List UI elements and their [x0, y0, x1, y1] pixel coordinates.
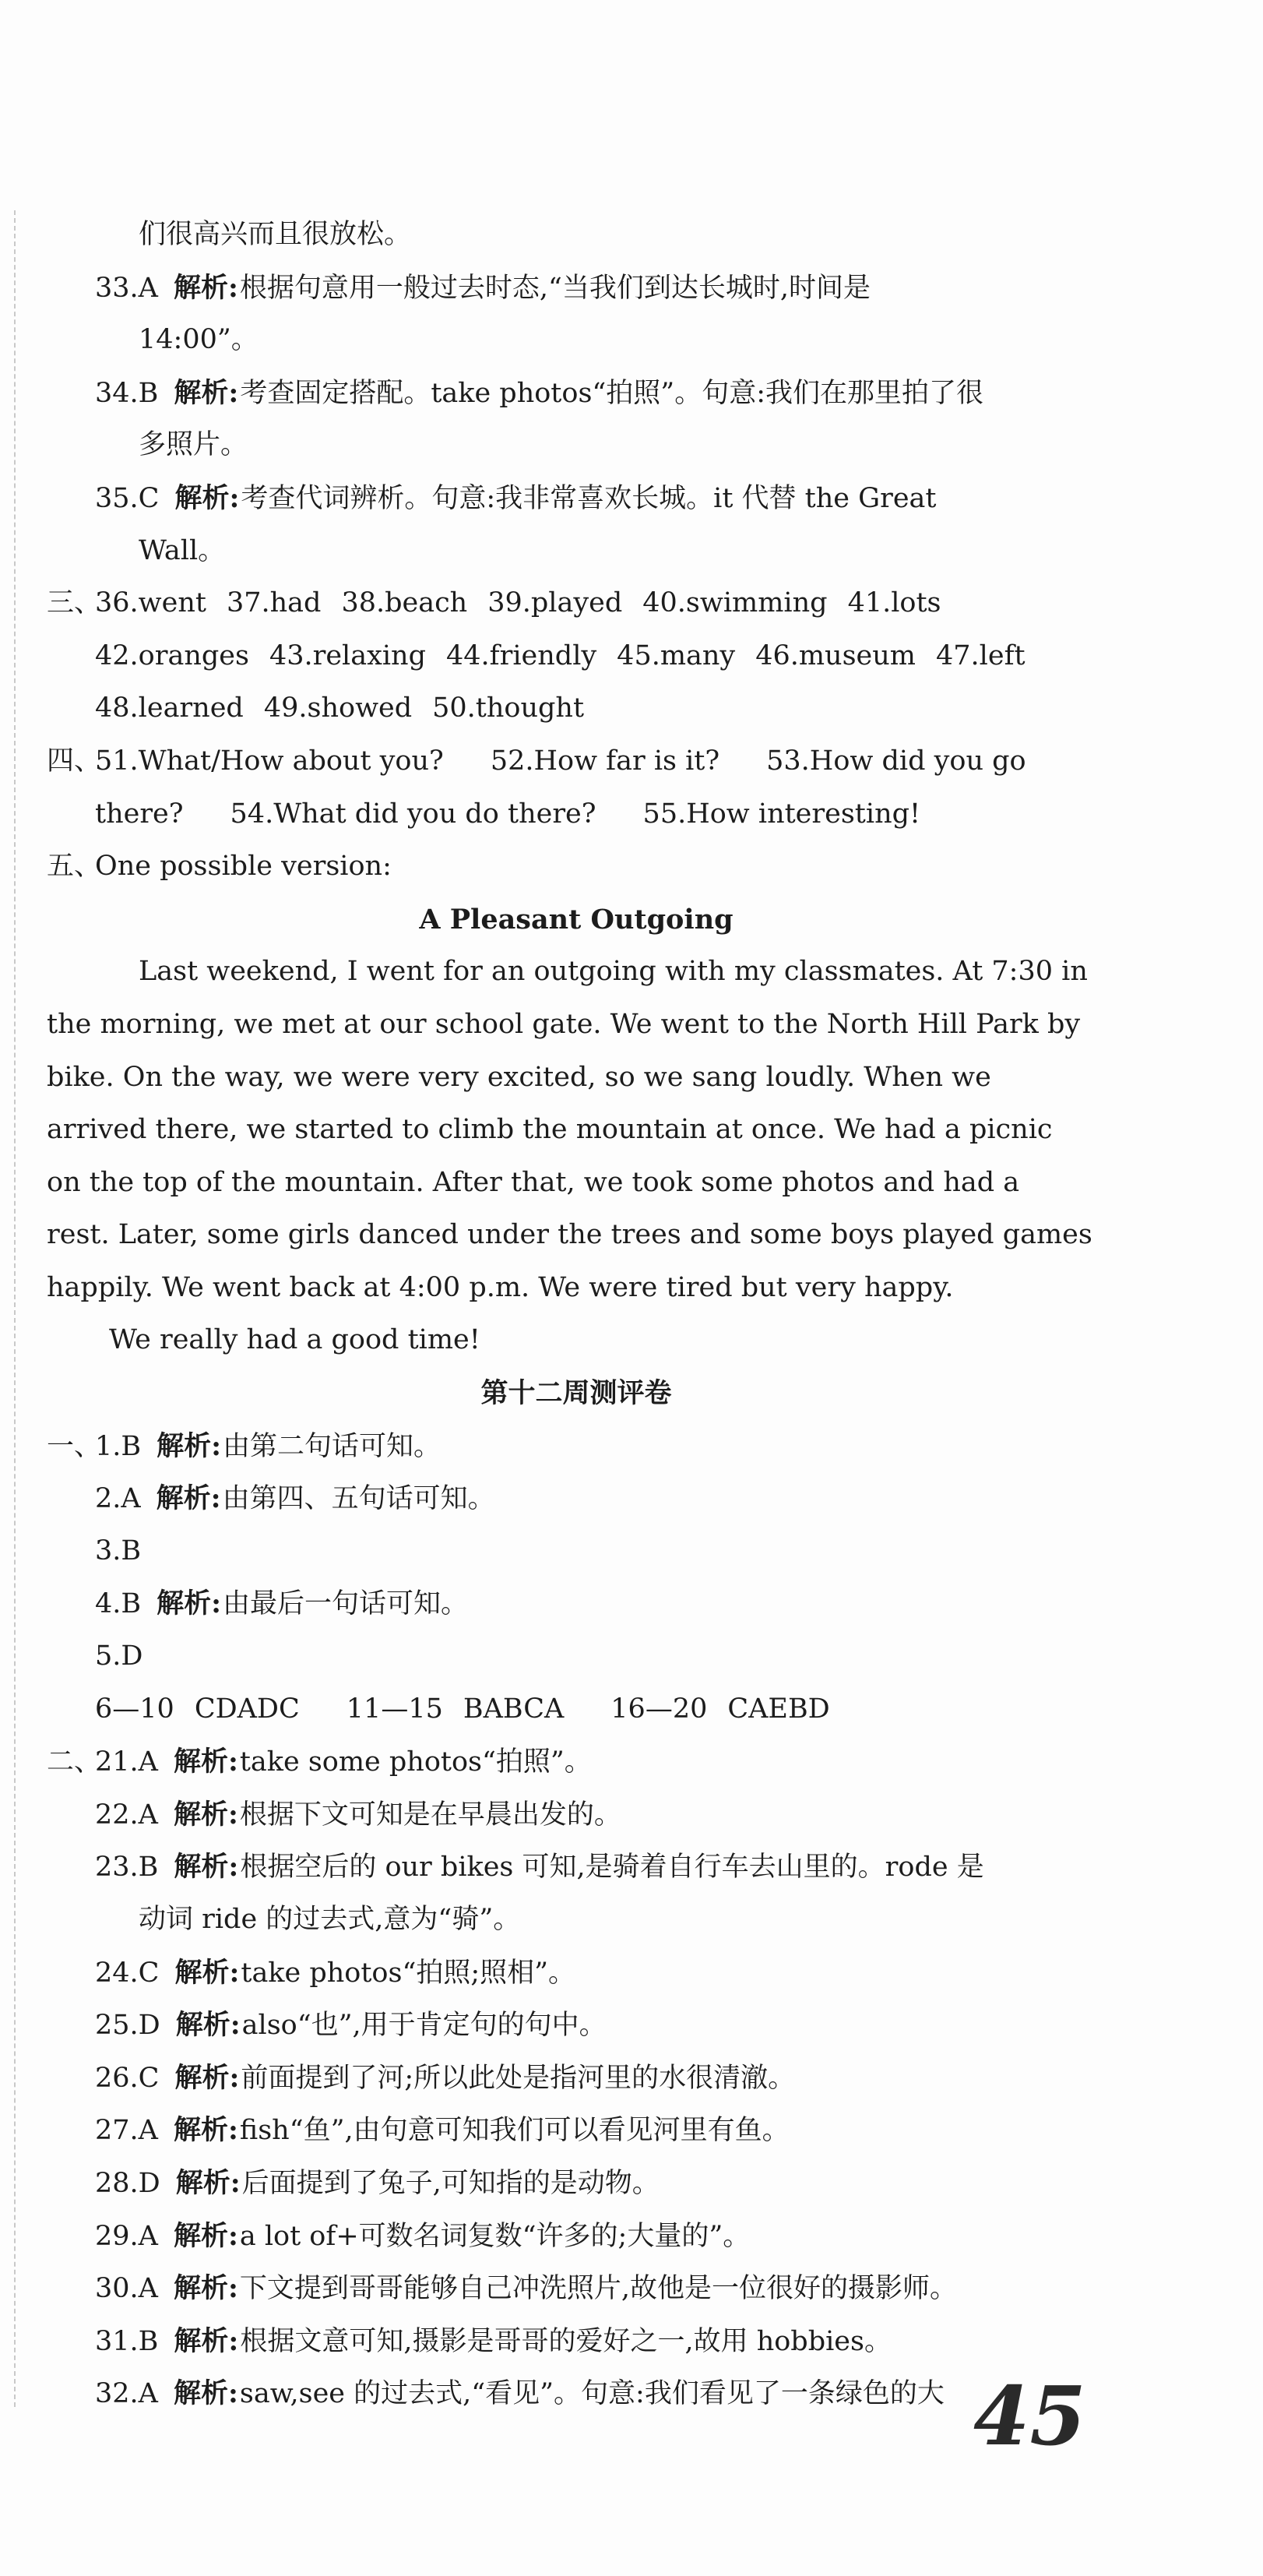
answer-item: 46.museum: [755, 640, 916, 671]
answer-item: 44.friendly: [446, 640, 597, 671]
answer-number: 27.A: [95, 2115, 158, 2147]
answer-31: [47, 2315, 1106, 2368]
analysis-text: 根据下文可知是在早晨出发的。: [239, 1799, 621, 1831]
analysis-label: 解析:: [174, 2324, 239, 2357]
answer-item: 41.lots: [847, 587, 941, 619]
answer-item: 38.beach: [341, 587, 468, 619]
answer-item: 37.had: [226, 587, 322, 619]
answer-34-continuation: 多照片。: [139, 429, 248, 461]
section-3-row-1: [47, 577, 1106, 630]
answer-22: [47, 1788, 1106, 1841]
binding-margin-line: [14, 210, 16, 2407]
analysis-text: 由最后一句话可知。: [223, 1588, 469, 1620]
analysis-text: saw,see 的过去式,“看见”。句意:我们看见了一条绿色的大: [239, 2378, 945, 2410]
answer-27: [47, 2104, 1106, 2157]
section-3-row-2: [47, 630, 1106, 683]
answer-letters: BABCA: [463, 1693, 565, 1725]
analysis-label: 解析:: [157, 1429, 222, 1462]
analysis-text: 考查固定搭配。take photos“拍照”。句意:我们在那里拍了很: [240, 377, 983, 409]
answer-6-20: [47, 1683, 1106, 1736]
answer-23-continuation: 动词 ride 的过去式,意为“骑”。: [139, 1904, 521, 1935]
answer-number: 3.B: [95, 1535, 142, 1566]
answer-item: 49.showed: [263, 692, 413, 724]
answer-number: 21.A: [95, 1746, 158, 1778]
answer-number: 24.C: [95, 1957, 160, 1989]
analysis-label: 解析:: [157, 1588, 222, 1620]
section-marker: 一、: [47, 1430, 102, 1462]
answer-34: [47, 367, 1106, 420]
essay-closing: We really had a good time!: [109, 1324, 480, 1356]
section-marker: 三、: [47, 587, 102, 619]
analysis-label: 解析:: [174, 376, 239, 409]
answer-item: 48.learned: [95, 692, 244, 724]
answer-range: 6—10: [95, 1693, 174, 1725]
answer-number: 34.B: [95, 377, 159, 409]
answer-33: [47, 262, 1106, 315]
answer-item: 50.thought: [432, 692, 585, 724]
answer-number: 4.B: [95, 1588, 142, 1620]
analysis-text: 根据空后的 our bikes 可知,是骑着自行车去山里的。rode 是: [240, 1852, 984, 1884]
answer-item: 36.went: [95, 587, 206, 619]
section-5-intro: [47, 840, 1106, 893]
answer-item: 54.What did you do there?: [230, 798, 596, 830]
analysis-label: 解析:: [156, 1482, 221, 1515]
essay-line: Last weekend, I went for an outgoing with my classmates. At 7:30 in: [139, 956, 1088, 988]
analysis-text: also“也”,用于肯定句的句中。: [241, 2010, 607, 2042]
section-title-week-12: 第十二周测评卷: [480, 1377, 672, 1410]
answer-5: [47, 1630, 1106, 1683]
analysis-label: 解析:: [173, 2114, 238, 2147]
analysis-text: take photos“拍照;照相”。: [241, 1957, 576, 1989]
analysis-text: take some photos“拍照”。: [239, 1746, 592, 1778]
answer-24: [47, 1947, 1106, 2000]
answer-letters: CAEBD: [727, 1693, 830, 1725]
answer-number: 1.B: [95, 1430, 142, 1462]
answer-25: [47, 1999, 1106, 2052]
analysis-label: 解析:: [173, 271, 238, 304]
answer-3: [47, 1525, 1106, 1578]
analysis-text: 根据文意可知,摄影是哥哥的爱好之一,故用 hobbies。: [240, 2325, 892, 2357]
analysis-text: a lot of+可数名词复数“许多的;大量的”。: [239, 2220, 751, 2252]
essay-title: A Pleasant Outgoing: [419, 903, 734, 936]
answer-29: [47, 2210, 1106, 2263]
answer-number: 26.C: [95, 2062, 160, 2094]
answer-range: 11—15: [346, 1693, 443, 1725]
answer-number: 28.D: [95, 2167, 160, 2199]
answer-item: there?: [95, 798, 184, 830]
analysis-label: 解析:: [173, 1798, 238, 1831]
answer-number: 22.A: [95, 1799, 158, 1831]
section-marker: 四、: [47, 745, 102, 777]
analysis-text: 考查代词辨析。句意:我非常喜欢长城。it 代替 the Great: [241, 482, 937, 514]
answer-item: 45.many: [617, 640, 736, 671]
section-marker: 五、: [47, 851, 102, 883]
answer-content: [47, 209, 1106, 2420]
answer-item: 40.swimming: [642, 587, 828, 619]
answer-number: 29.A: [95, 2220, 158, 2252]
answer-28: [47, 2157, 1106, 2210]
answer-number: 32.A: [95, 2378, 158, 2410]
analysis-text: 由第二句话可知。: [223, 1430, 442, 1462]
answer-4: [47, 1577, 1106, 1630]
analysis-text: 由第四、五句话可知。: [222, 1483, 495, 1515]
essay-line: arrived there, we started to climb the mountain at once. We had a picnic: [47, 1114, 1053, 1146]
answer-1: [47, 1420, 1106, 1473]
answer-item: 52.How far is it?: [490, 745, 720, 777]
answer-2: [47, 1472, 1106, 1525]
analysis-label: 解析:: [173, 2377, 238, 2410]
answer-item: 43.relaxing: [269, 640, 426, 671]
section-3-row-3: [47, 682, 1106, 735]
answer-35-continuation: Wall。: [139, 534, 226, 566]
answer-item: 39.played: [487, 587, 623, 619]
analysis-label: 解析:: [173, 2219, 238, 2252]
answer-item: 42.oranges: [95, 640, 249, 671]
answer-number: 25.D: [95, 2010, 160, 2042]
essay-line: rest. Later, some girls danced under the trees and some boys played games: [47, 1219, 1092, 1251]
essay-line: the morning, we met at our school gate. We went to the North Hill Park by: [47, 1008, 1081, 1040]
analysis-label: 解析:: [175, 2166, 241, 2199]
section-marker: 二、: [47, 1746, 102, 1778]
analysis-label: 解析:: [174, 1956, 240, 1989]
answer-range: 16—20: [610, 1693, 708, 1725]
answer-26: [47, 2052, 1106, 2105]
answer-number: 2.A: [95, 1483, 141, 1515]
analysis-label: 解析:: [174, 2061, 240, 2094]
essay-line: happily. We went back at 4:00 p.m. We were tired but very happy.: [47, 1271, 954, 1303]
answer-35: [47, 472, 1106, 525]
answer-item: 51.What/How about you?: [95, 745, 444, 777]
answer-number: 35.C: [95, 482, 160, 514]
analysis-label: 解析:: [175, 2009, 241, 2042]
intro-text: One possible version:: [95, 851, 392, 883]
answer-32: [47, 2367, 1106, 2420]
answer-number: 5.D: [95, 1640, 143, 1672]
section-4-line-1: [47, 735, 1106, 788]
answer-item: 47.left: [936, 640, 1026, 671]
essay-line: bike. On the way, we were very excited, so we sang loudly. When we: [47, 1061, 991, 1093]
answer-item: 53.How did you go: [766, 745, 1026, 777]
answer-33-continuation: 14:00”。: [139, 324, 259, 356]
essay-line: on the top of the mountain. After that, we took some photos and had a: [47, 1166, 1020, 1198]
analysis-label: 解析:: [173, 1746, 238, 1778]
answer-item: 55.How interesting!: [642, 798, 921, 830]
analysis-text: 下文提到哥哥能够自己冲洗照片,故他是一位很好的摄影师。: [239, 2273, 957, 2305]
section-4-line-2: [47, 788, 1106, 841]
answer-33-prev-continuation: 们很高兴而且很放松。: [139, 219, 412, 250]
analysis-label: 解析:: [173, 2272, 238, 2305]
analysis-label: 解析:: [174, 1851, 239, 1884]
answer-number: 30.A: [95, 2273, 158, 2305]
answer-number: 33.A: [95, 272, 158, 304]
answer-21: [47, 1736, 1106, 1788]
analysis-text: 根据句意用一般过去时态,“当我们到达长城时,时间是: [239, 272, 871, 304]
answer-23: [47, 1841, 1106, 1894]
page-number: 45: [973, 2368, 1086, 2464]
analysis-text: 前面提到了河;所以此处是指河里的水很清澈。: [241, 2062, 796, 2094]
answer-number: 23.B: [95, 1852, 159, 1884]
analysis-text: fish“鱼”,由句意可知我们可以看见河里有鱼。: [239, 2115, 790, 2147]
answer-30: [47, 2262, 1106, 2315]
analysis-label: 解析:: [174, 481, 240, 514]
answer-number: 31.B: [95, 2325, 159, 2357]
analysis-text: 后面提到了兔子,可知指的是动物。: [241, 2167, 660, 2199]
answer-letters: CDADC: [194, 1693, 300, 1725]
